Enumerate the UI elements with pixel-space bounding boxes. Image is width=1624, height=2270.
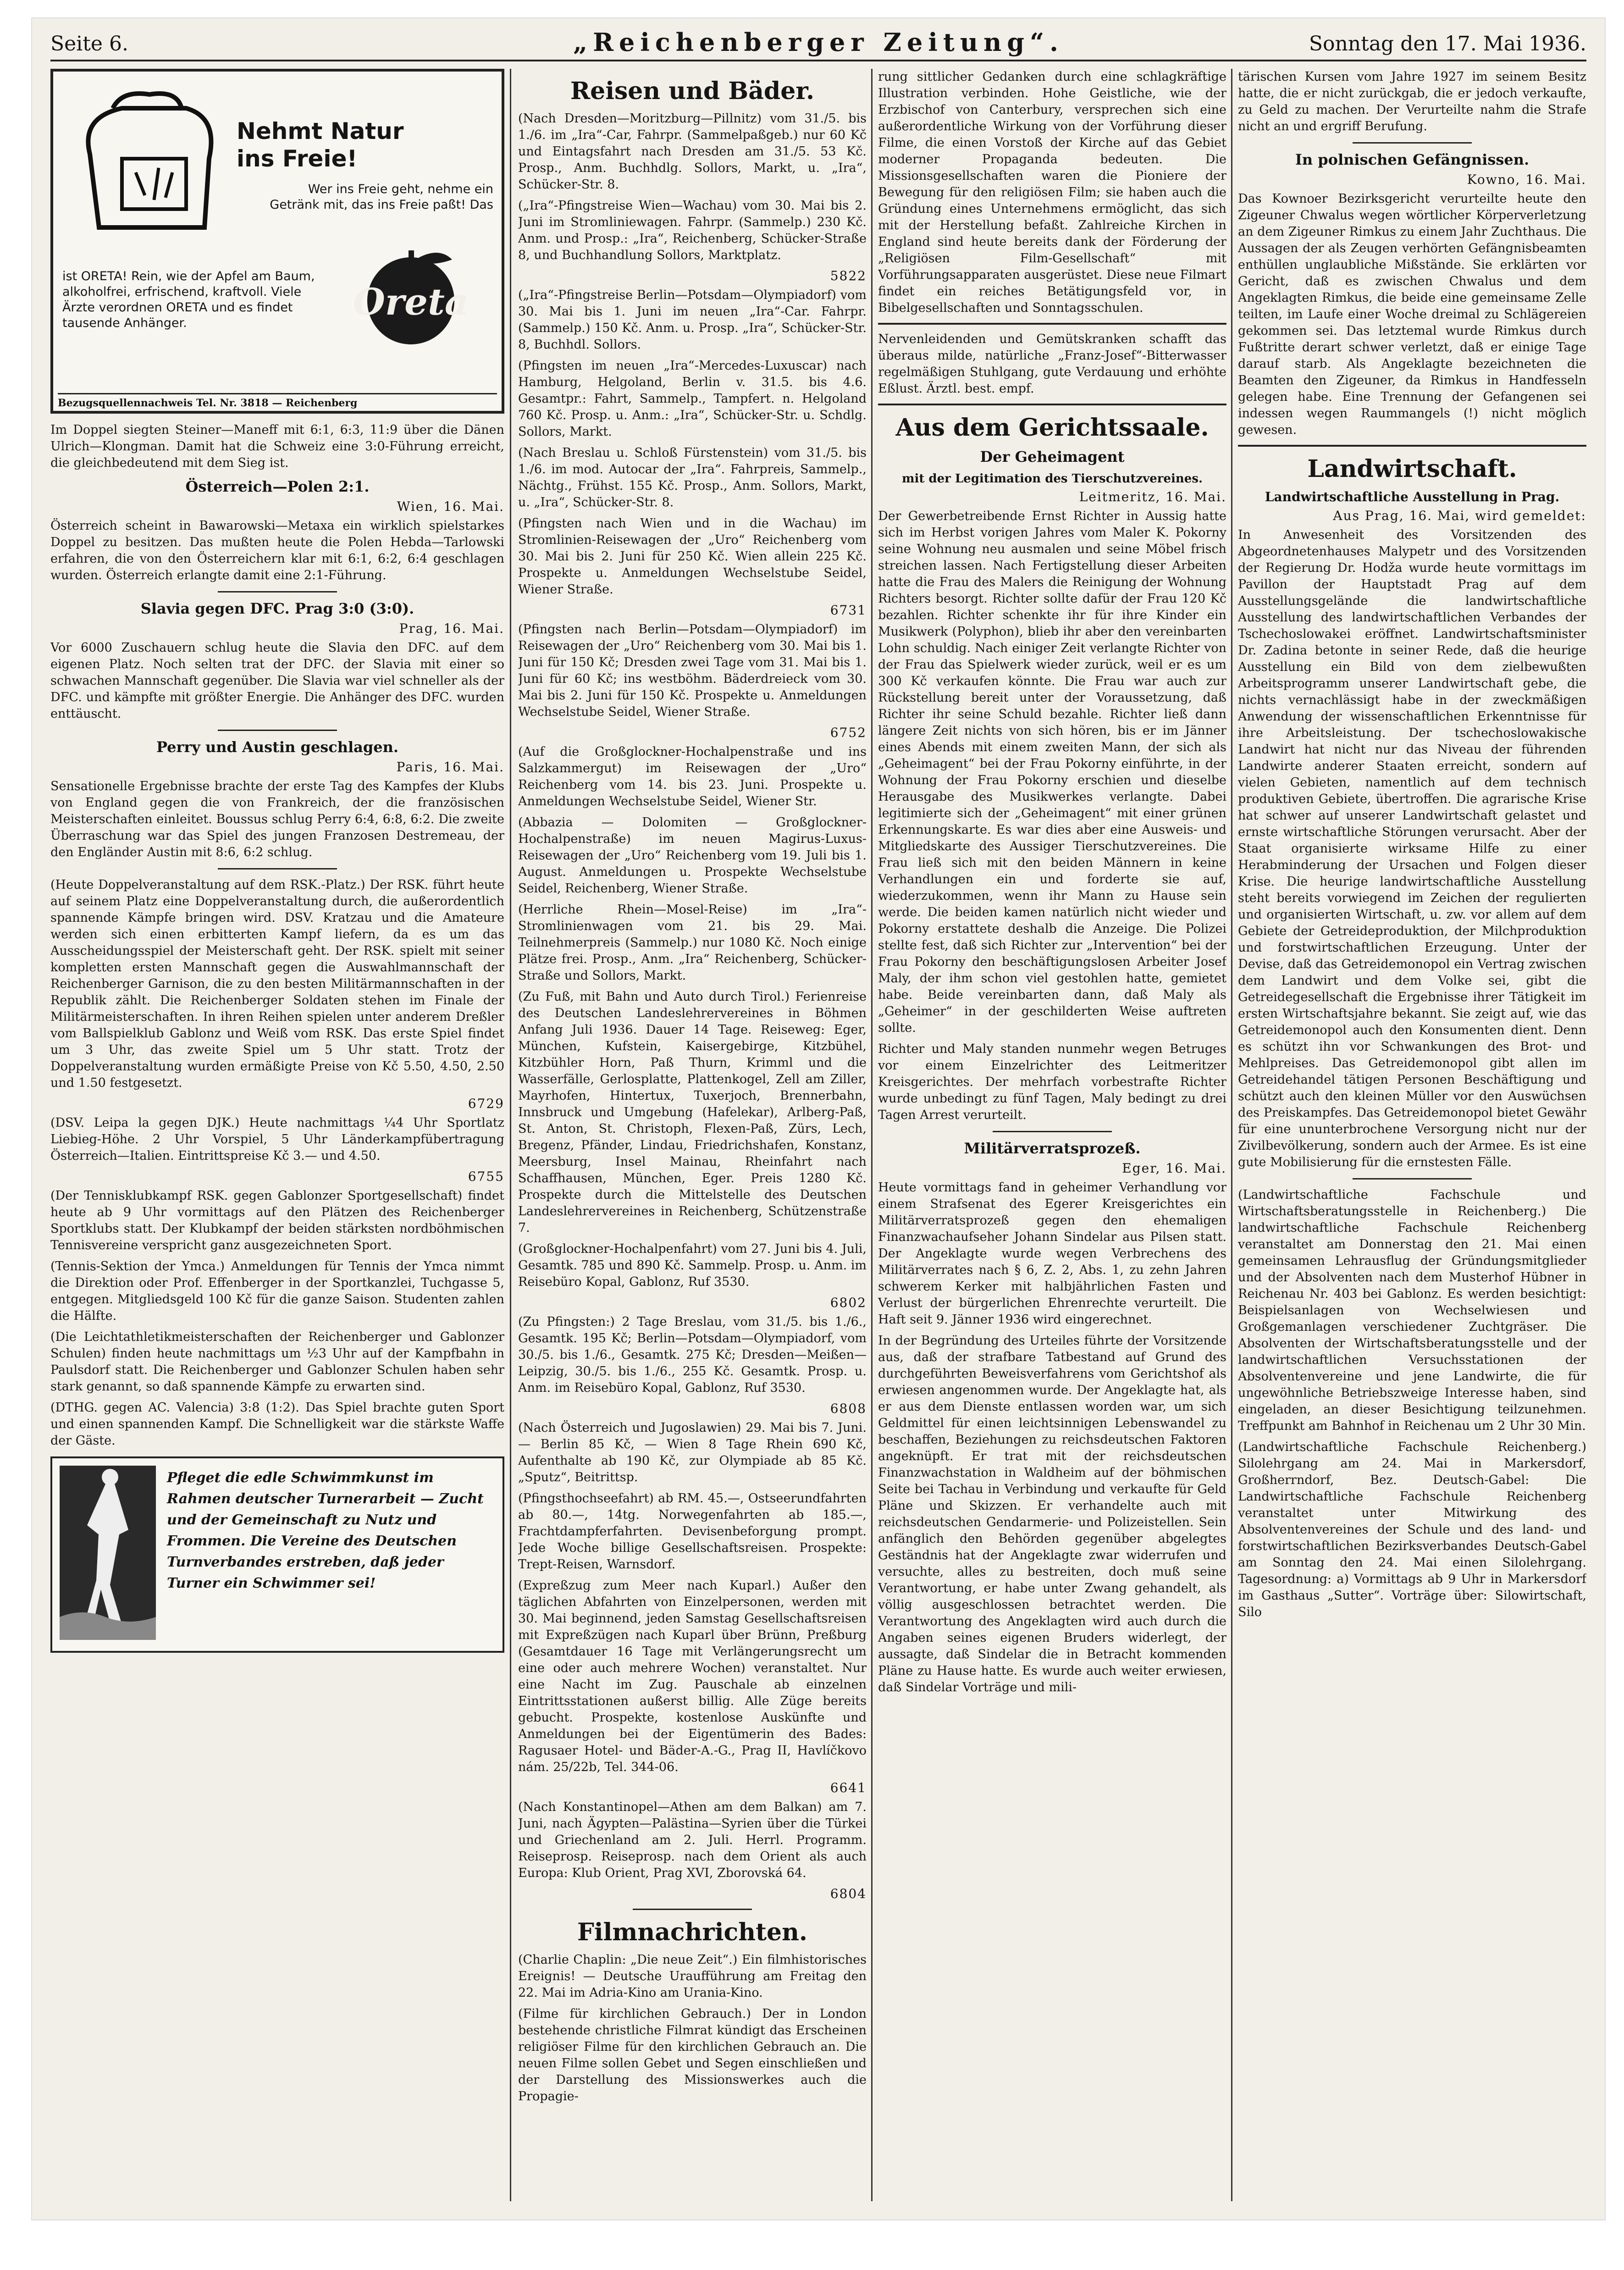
oreta-apple-logo	[328, 246, 493, 365]
swimming-ad-text: Pfleget die edle Schwimmkunst im Rahmen deutscher Turnerarbeit — Zucht und der Gemeinschaft zu Nutz und Frommen. Die Vereine des Deutschen Turnverbandes erstreben, daß jeder Turner ein Schwimmer sei!	[167, 1470, 484, 1591]
section-title-film: Filmnachrichten.	[577, 1918, 808, 1946]
column-4	[1238, 69, 1586, 2201]
dateline-paris: Paris, 16. Mai.	[396, 759, 504, 775]
headline-oesterreich-polen: Österreich—Polen 2:1.	[185, 478, 370, 495]
film-notice: (Filme für kirchlichen Gebrauch.) Der in London bestehende christliche Filmrat kündigt das Erscheinen religiöser Filme für den kirchlichen Gebrauch an. Die neuen Filme sollen Gebet und Segen einschließen und der Darstellung des Missionswerkes auch die Propagie-	[518, 2007, 867, 2104]
article-perry: Sensationelle Ergebnisse brachte der erste Tag des Kampfes der Klubs von England gegen die von Frankreich, der die französischen Meisterschaften einleitet. Boussus schlug Perry 6:4, 6:8, 6:2. Die zweite Überraschung war das Spiel des jungen Franzosen Destremeau, der den Engländer Austin mit 8:6, 6:2 schlug.	[50, 779, 504, 859]
separator	[1238, 445, 1586, 447]
separator	[993, 1131, 1112, 1132]
article-ausstellung: In Anwesenheit des Vorsitzenden des Abgeordnetenhauses Malypetr und des Vorsitzenden der Regierung Dr. Hodža wurde heute vormittags im Pavillon der Hauptstadt Prag auf dem Ausstellungsgelände die landwirtschaftliche Ausstellung des landwirtschaftlichen Verbandes der Tschechoslowakei eröffnet. Landwirtschaftsminister Dr. Zadina betonte in seiner Rede, daß die heurige Ausstellung ein Bild von dem zielbewußten Arbeitsprogramm unserer Landwirtschaft gebe, die nichts vernachlässigt habe in der zweckmäßigen Anwendung der wissenschaftlichen Erkenntnisse für ihre Arbeitsleistung. Der tschechoslowakische Landwirt hat nicht nur das Niveau der führenden Landwirte anderer Staaten erreicht, sondern auf vielen Gebieten, namentlich auf dem technisch produktiven Gebiete, übertroffen. Die agrarische Krise hat schwer auf unserer Landwirtschaft gelastet und ernste wirtschaftliche Störungen verursacht. Aber der Staat organisierte wirksame Hilfe zu einer Herabminderung der Ursachen und Folgen dieser Krise. Die heurige landwirtschaftliche Ausstellung steht bereits vorwiegend im Zeichen der regulierten und organisierten Wirtschaft, u. zw. vor allem auf dem Gebiete der Getreideproduktion, der Milchproduktion und forstwirtschaftlichen Erzeugung. Unter der Devise, daß das Getreidemonopol ein Vertrag zwischen dem Landwirt und dem Volke sei, gibt die Getreidegesellschaft die Ergebnisse ihrer Tätigkeit im ersten Wirtschaftsjahre bekannt. Sie zeigt auf, wie das Getreidemonopol auch den Konsumenten dient. Denn es schützt ihn vor Schwankungen des Brot- und Mehlpreises. Das Getreidemonopol gibt allen im Getreidehandel tätigen Personen Beschäftigung und schützt auch den kleinen Müller vor den Auswüchsen des Preiskampfes. Das Getreidemonopol bietet Gewähr für eine ununterbrochene Versorgung nicht nur der Zivilbevölkerung, sondern auch der Armee. Es ist eine gute Mobilisierung für die ernstesten Fälle.	[1238, 528, 1586, 1169]
travel-notice: (Pfingsten im neuen „Ira“-Mercedes-Luxuscar) nach Hamburg, Helgoland, Berlin v. 31.5. bis 4.6. Gesamtpr.: Fahrt, Sammelp., Tampfert. n. Helgoland 760 Kč. Prosp. u. Anm.: „Ira“, Schücker-Str. u. Schdlg. Sollors, Markt.	[518, 359, 867, 439]
separator	[218, 730, 337, 731]
swimming-advertisement	[50, 1456, 504, 1653]
militaerverrat-continuation: tärischen Kursen vom Jahre 1927 im seinem Besitz hatte, die er nicht zurückgab, die er jedoch verkaufte, zu Geld zu machen. Der Verurteilte nahm die Strafe nicht an und ergriff Berufung.	[1238, 70, 1586, 133]
oreta-logo-text: Oreta	[353, 280, 469, 323]
notice-number: 6804	[830, 1886, 867, 1901]
travel-notice: (Pfingsthochseefahrt) ab RM. 45.—, Ostseerundfahrten ab 80.—, 14tg. Norwegenfahrten ab 185.—, Frachtdampferfahrten. Devisenbeforgung prompt. Jede Woche billige Gesellschaftsreisen. Prospekte: Trept-Reisen, Warnsdorf.	[518, 1491, 867, 1572]
notice-ymca: (Tennis-Sektion der Ymca.) Anmeldungen für Tennis der Ymca nimmt die Direktion oder Prof. Effenberger in der Sportkanzlei, Tuchgasse 5, entgegen. Mitgliedsgeld 100 Kč für die ganze Saison. Studenten zahlen die Hälfte.	[50, 1259, 504, 1323]
page-number: Seite 6.	[50, 32, 128, 55]
headline-slavia: Slavia gegen DFC. Prag 3:0 (3:0).	[140, 600, 414, 617]
section-title-gericht: Aus dem Gerichtssaale.	[895, 414, 1209, 442]
film-notice: (Charlie Chaplin: „Die neue Zeit“.) Ein filmhistorisches Ereignis! — Deutsche Uraufführung am Freitag den 22. Mai im Adria-Kino am Urania-Kino.	[518, 1953, 867, 2000]
masthead	[50, 28, 1586, 61]
travel-notice: (Großglockner-Hochalpenfahrt) vom 27. Juni bis 4. Juli, Gesamtk. 785 und 890 Kč. Sammelp. Prosp. u. Anm. im Reisebüro Kopal, Gablonz, Ruf 3530.	[518, 1242, 867, 1289]
notice-number: 6752	[830, 725, 867, 740]
notice-number: 5822	[830, 268, 867, 283]
travel-notice: (Auf die Großglockner-Hochalpenstraße und ins Salzkammergut) im Reisewagen der „Uro“ Reichenberg vom 14. bis 23. Juni. Prospekte u. Anmeldungen Wechselstube Seidel, Wiener Str.	[518, 745, 867, 808]
notice-rsk: (Heute Doppelveranstaltung auf dem RSK.-Platz.) Der RSK. führt heute auf seinem Platz eine Doppelveranstaltung durch, die außerordentlich spannende Kämpfe bringen wird. DSV. Kratzau und die Amateure werden sich einen erbitterten Kampf liefern, da es um das Ausscheidungsspiel der Meisterschaft geht. Der RSK. spielt mit seiner kompletten ersten Mannschaft gegen die Auswahlmannschaft der Reichenberger Garnison, die zu den besten Militärmannschaften in der Republik zählt. Die Reichenberger Soldaten stehen im Finale der Militärmeisterschaften. In ihren Reihen spielen unter anderem Dreßler vom Ballspielklub Gablonz und Weiß vom RSK. Das erste Spiel findet um 3 Uhr, das zweite Spiel um 5 Uhr statt. Trotz der Doppelveranstaltung wurden ermäßigte Preise von Kč 5.50, 4.50, 2.50 und 1.50 festgesetzt.	[50, 878, 504, 1090]
section-title-landwirtschaft: Landwirtschaft.	[1307, 455, 1517, 483]
separator	[1353, 142, 1472, 144]
separator	[633, 1909, 752, 1910]
notice-number: 6755	[468, 1169, 504, 1184]
travel-notice: (Nach Konstantinopel—Athen am dem Balkan) am 7. Juni, nach Ägypten—Palästina—Syrien über die Türkei und Griechenland am 2. Juli. Herrl. Programm. Reiseprosp. Reiseprosp. nach dem Orient als auch Europa: Klub Orient, Prag XVI, Zborovská 64.	[518, 1800, 867, 1880]
dateline-prag: Aus Prag, 16. Mai, wird gemeldet:	[1333, 508, 1586, 523]
notice-number: 6802	[830, 1295, 867, 1310]
column-rule	[1231, 69, 1232, 2201]
newspaper-title: „Reichenberger Zeitung“.	[573, 28, 1064, 57]
travel-notice: (Herrliche Rhein—Mosel-Reise) im „Ira“-Stromlinienwagen vom 21. bis 29. Mai. Teilnehmerpreis (Sammelp.) nur 1080 Kč. Noch einige Plätze frei. Prosp., Anm. „Ira“ Reichenberg, Schücker-Straße und Sollors, Markt.	[518, 902, 867, 983]
column-2	[518, 69, 867, 2201]
article-polnische-gefaengnisse: Das Kownoer Bezirksgericht verurteilte heute den Zigeuner Chwalus wegen wörtlicher Körperverletzung an dem Zigeuner Rimkus zu einem Jahr Zuchthaus. Die Aussagen der als Zeugen verhörten Gefängnisbeamten enthüllen unglaubliche Mißstände. Sie erklärten vor Gericht, daß es zwischen Chwalus und dem Angeklagten Rimkus, die beide eine gemeinsame Zelle teilten, im Laufe einer Woche dreimal zu Schlägereien gekommen sei. Das letztemal wurde Rimkus durch Fußtritte derart schwer verletzt, daß er einige Tage darauf starb. Als Angeklagte bezeichneten die Beamten den Zigeuner, da Rimkus in Handfesseln gelegen habe. Eine Trennung der Gefangenen sei indessen wegen Raummangels (!) nicht möglich gewesen.	[1238, 192, 1586, 437]
dateline-leitmeritz: Leitmeritz, 16. Mai.	[1079, 489, 1226, 504]
travel-notice: (Abbazia — Dolomiten — Großglockner-Hochalpenstraße) im neuen Magirus-Luxus-Reisewagen der „Uro“ Reichenberg vom 19. Juli bis 1. August. Anmeldungen u. Prospekte Wechselstube Seidel, Reichenberg, Wiener Straße.	[518, 815, 867, 896]
notice-number: 6808	[830, 1401, 867, 1416]
article-geheimagent: Der Gewerbetreibende Ernst Richter in Aussig hatte sich im Herbst vorigen Jahres vom Maler K. Pokorny seine Wohnung neu ausmalen und seine Möbel frisch streichen lassen. Nach Fertigstellung dieser Arbeiten hatte die Frau des Malers die Reinigung der Wohnung Richters besorgt. Richter sollte dafür der Frau 120 Kč bezahlen. Richter schenkte ihr für ihre Kinder ein Musikwerk (Polyphon), blieb ihr aber den vereinbarten Lohn schuldig. Nach einiger Zeit verlangte Richter von der Frau das Spielwerk wieder zurück, weil er es um 300 Kč verkaufen könnte. Die Frau war auch zur Rückstellung bereit unter der Voraussetzung, daß Richter ihr seine Schuld bezahle. Richter ließ dann längere Zeit nichts von sich hören, bis er im Jänner eines Abends mit einem zweiten Mann, der sich als „Geheimagent“ bei der Frau Pokorny einführte, in der Wohnung der Frau Pokorny erschien und dieselbe Herausgabe des Musikwerkes verlangte. Dabei legitimierte sich der „Geheimagent“ mit einer grünen Erkennungskarte. Es war dies aber eine Ausweis- und Mitgliedskarte des Aussiger Tierschutzvereines. Die Frau ließ sich mit den beiden Männern in keine Verhandlungen ein und forderte sie auf, wiederzukommen, wenn ihr Mann zu Hause sein werde. Die beiden kamen natürlich nicht wieder und Pokorny erstattete deshalb die Anzeige. Die Polizei stellte fest, daß sich Richter zur „Intervention“ bei der Frau Pokorny den beschäftigungslosen Arbeiter Josef Maly, der ihm schon viel gestohlen hatte, gemietet habe. Beide vereinbarten dann, daß Maly als „Geheimer“ in der geschilderten Weise auftreten sollte.	[878, 509, 1226, 1035]
article-militaerverrat: Heute vormittags fand in geheimer Verhandlung vor einem Strafsenat des Egerer Kreisgerichtes ein Militärverratsprozeß gegen den ehemaligen Finanzwachaufseher Johann Sindelar aus Pilsen statt. Der Angeklagte wurde wegen Verbrechens des Militärverrates nach § 6, Z. 2, Abs. 1, zu zehn Jahren schwerem Kerker mit halbjährlichen Fasten und Verlust der bürgerlichen Ehrenrechte verurteilt. Die Haft seit 9. Jänner 1936 wird eingerechnet.	[878, 1180, 1226, 1327]
backpack-illustration-icon	[72, 90, 223, 241]
travel-notice: (Zu Fuß, mit Bahn und Auto durch Tirol.) Ferienreise des Deutschen Landeslehrervereines in Böhmen Anfang Juli 1936. Dauer 14 Tage. Reiseweg: Eger, München, Kufstein, Kaisergebirge, Kitzbühel, Kitzbühler Horn, Paß Thurn, Krimml und die Wasserfälle, Gerlosplatte, Plattenkogel, Zell am Ziller, Mayrhofen, Hintertux, Tuxerjoch, Brennerbahn, Innsbruck und Umgebung (Hafelekar), Arlberg-Paß, St. Anton, St. Christoph, Flexen-Paß, Zürs, Lech, Bregenz, Pfänder, Lindau, Friedrichshafen, Konstanz, Meersburg, Insel Mainau, Rheinfahrt nach Schaffhausen, München, Eger. Preis 1280 Kč. Prospekte durch die Mittelstelle des Deutschen Landeslehrervereines in Reichenberg, Schützenstraße 7.	[518, 990, 867, 1235]
article-slavia: Vor 6000 Zuschauern schlug heute die Slavia den DFC. auf dem eigenen Platz. Noch selten trat der DFC. der Slavia mit einer so schwachen Mannschaft gegenüber. Die Slavia war viel schneller als der DFC. und kämpfte mit größter Energie. Die Anhänger des DFC. wurden enttäuscht.	[50, 641, 504, 721]
travel-notice: (Nach Breslau u. Schloß Fürstenstein) vom 31./5. bis 1./6. im mod. Autocar der „Ira“. Fahrpreis, Sammelp., Nächtg., Frühst. 155 Kč. Prosp., Anm. Sollors, Markt, u. „Ira“, Schücker-Str. 8.	[518, 446, 867, 509]
issue-date: Sonntag den 17. Mai 1936.	[1309, 32, 1586, 55]
separator	[1353, 1178, 1472, 1179]
bitterwasser-notice: Nervenleidenden und Gemütskranken schafft das überaus milde, natürliche „Franz-Josef“-Bitterwasser regelmäßigen Stuhlgang, gute Verdauung und erhöhte Eßlust. Ärztl. best. empf.	[878, 332, 1226, 396]
ad-footer: Bezugsquellennachweis Tel. Nr. 3818 — Reichenberg	[58, 393, 497, 409]
notice-number: 6641	[830, 1780, 867, 1795]
ad-headline-line-1: Nehmt Natur	[237, 118, 404, 144]
separator	[218, 868, 337, 869]
notice-number: 6729	[468, 1096, 504, 1111]
notice-fachschule: (Landwirtschaftliche Fachschule und Wirtschaftsberatungsstelle in Reichenberg.) Die landwirtschaftliche Fachschule Reichenberg veranstaltet am Donnerstag den 21. Mai einen gemeinsamen Lehrausflug der Gründungsmitglieder und der Absolventen nach dem Musterhof Hübner in Reichenau Nr. 403 bei Gablonz. Es werden besichtigt: Beispielsanlagen von Wechselwiesen und Großgemanlagen verschiedener Zuchtgräser. Die Absolventen der Wirtschaftsberatungsstelle und der landwirtschaftlichen Versuchsstationen der Absolventenvereine und jene Landwirte, die für ungewöhnliche Betriebszweige Interesse haben, sind eingeladen, an dieser Besichtigung teilzunehmen. Treffpunkt am Bahnhof in Reichenau um 2 Uhr 30 Min.	[1238, 1188, 1586, 1433]
column-rule	[510, 69, 511, 2201]
ad-headline-line-2: ins Freie!	[237, 145, 358, 172]
travel-notice: (Nach Dresden—Moritzburg—Pillnitz) vom 31./5. bis 1./6. im „Ira“-Car, Fahrpr. (Sammelpaßgeb.) nur 60 Kč und Eintagsfahrt nach Dresden am 31./5. 53 Kč. Prosp., Anm. Buchhdlg. Sollors, Markt, u. „Ira“, Schücker-Str. 8.	[518, 111, 867, 192]
diver-illustration-icon	[60, 1466, 156, 1640]
ad-body: ist ORETA! Rein, wie der Apfel am Baum, alkoholfrei, erfrischend, kraftvoll. Viele Ärzte verordnen ORETA und es findet tausende Anhänger.	[62, 269, 315, 330]
headline-polnische-gefaengnisse: In polnischen Gefängnissen.	[1295, 151, 1530, 168]
subheadline-geheimagent: mit der Legitimation des Tierschutzvereines.	[901, 472, 1203, 486]
article-oesterreich: Österreich scheint in Bawarowski—Metaxa ein wirklich spielstarkes Doppel zu besitzen. Das mußten heute die Polen Hebda—Tarlowski erfahren, die von den Österreichern klar mit 6:1, 6:2, 6:4 geschlagen wurden. Österreich erlangte damit eine 2:1-Führung.	[50, 519, 504, 582]
travel-notice: („Ira“-Pfingstreise Wien—Wachau) vom 30. Mai bis 2. Juni im Stromliniewagen. Fahrpr. (Sammelp.) 230 Kč. Anm. und Prosp.: „Ira“, Reichenberg, Schücker-Straße 8, und Buchhandlung Sollors, Marktplatz.	[518, 199, 867, 262]
travel-notice: (Nach Österreich und Jugoslawien) 29. Mai bis 7. Juni. — Berlin 85 Kč, — Wien 8 Tage Rhein 690 Kč, Aufenthalte ab 190 Kč, zur Olympiade ab 85 Kč. „Sputz“, Beitrittsp.	[518, 1421, 867, 1484]
notice-leichtathletik: (Die Leichtathletikmeisterschaften der Reichenberger und Gablonzer Schulen) finden heute nachmittags um ½3 Uhr auf der Kampfbahn in Paulsdorf statt. Die Reichenberger und Gablonzer Schulen haben sehr stark genannt, so daß spannende Kämpfe zu erwarten sind.	[50, 1330, 504, 1394]
notice-silolehrgang: (Landwirtschaftliche Fachschule Reichenberg.) Silolehrgang am 24. Mai in Markersdorf, Großherrndorf, Bez. Deutsch-Gabel: Die Landwirtschaftliche Fachschule Reichenberg veranstaltet unter Mitwirkung des Absolventenvereines der Schule und des land- und forstwirtschaftlichen Bezirksverbandes Deutsch-Gabel am Sonntag den 24. Mai einen Silolehrgang. Tagesordnung: a) Vormittags ab 9 Uhr in Markersdorf im Gasthaus „Sutter“. Vorträge über: Silowirtschaft, Silo	[1238, 1440, 1586, 1619]
separator	[218, 591, 337, 592]
travel-notice: (Zu Pfingsten:) 2 Tage Breslau, vom 31./5. bis 1./6., Gesamtk. 195 Kč; Berlin—Potsdam—Olympiadorf, vom 30./5. bis 1./6., Gesamtk. 275 Kč; Dresden—Meißen—Leipzig, 30./5. bis 1./6., 255 Kč. Gesamtk. Prosp. u. Anm. im Reisebüro Kopal, Gablonz, Ruf 3530.	[518, 1315, 867, 1395]
notice-dsv: (DSV. Leipa la gegen DJK.) Heute nachmittags ¼4 Uhr Sportlatz Liebieg-Höhe. 2 Uhr Vorspiel, 5 Uhr Länderkampfübertragung Österreich—Italien. Eintrittspreise Kč 3.— und 4.50.	[50, 1116, 504, 1163]
dateline-prag: Prag, 16. Mai.	[399, 621, 504, 636]
travel-notice: (Pfingsten nach Wien und in die Wachau) im Stromlinien-Reisewagen der „Uro“ Reichenberg vom 30. Mai bis 2. Juni für 250 Kč. Wien allein 225 Kč. Prospekte u. Anmeldungen Wechselstube Seidel, Wiener Straße.	[518, 516, 867, 597]
column-3	[878, 69, 1226, 2201]
separator	[878, 323, 1226, 325]
tennis-lead-paragraph: Im Doppel siegten Steiner—Maneff mit 6:1, 6:3, 11:9 über die Dänen Ulrich—Klongman. Damit hat die Schweiz eine 3:0-Führung erreicht, die gleichbedeutend mit dem Sieg ist.	[50, 423, 504, 470]
column-rule	[871, 69, 873, 2201]
dateline-kowno: Kowno, 16. Mai.	[1467, 172, 1586, 187]
newspaper-page	[32, 18, 1605, 2220]
column-1	[50, 69, 504, 2201]
dateline-wien: Wien, 16. Mai.	[397, 499, 504, 514]
dateline-eger: Eger, 16. Mai.	[1122, 1161, 1226, 1176]
travel-notice: (Pfingsten nach Berlin—Potsdam—Olympiadorf) im Reisewagen der „Uro“ Reichenberg vom 30. Mai bis 1. Juni für 150 Kč; Dresden zwei Tage vom 31. Mai bis 1. Juni für 60 Kč; ins westböhm. Bäderdreieck vom 30. Mai bis 2. Juni für 150 Kč. Prospekte u. Anmeldungen Wechselstube Seidel, Wiener Straße.	[518, 622, 867, 719]
notice-number: 6731	[830, 603, 867, 618]
headline-perry-austin: Perry und Austin geschlagen.	[156, 738, 399, 756]
film-continuation: rung sittlicher Gedanken durch eine schlagkräftige Illustration verbinden. Hohe Geistliche, wie der Erzbischof von Canterbury, versprechen sich eine außerordentliche Wirkung von der Vorführung dieser Filme, die einen Vorstoß der Kirche auf das Gebiet moderner Propaganda bedeuten. Die Missionsgesellschaften waren die Pioniere der Bewegung für den religiösen Film; sie haben auch die Gründung eines Unternehmens ermöglicht, das sich mit der Herstellung befaßt. Zahlreiche Kirchen in England sind heute bereits dank der Förderung der „Religiösen Film-Gesellschaft“ mit Vorführungsapparaten ausgerüstet. Diese neue Filmart findet ein reiches Betätigungsfeld vor, in Bibelgesellschaften und Sonntagsschulen.	[878, 70, 1226, 315]
oreta-advertisement	[50, 69, 504, 414]
notice-dthg: (DTHG. gegen AC. Valencia) 3:8 (1:2). Das Spiel brachte guten Sport und einen spannenden Kampf. Die Schnelligkeit war die stärkste Waffe der Gäste.	[50, 1401, 504, 1448]
separator	[878, 404, 1226, 405]
ad-headline	[237, 117, 404, 172]
headline-ausstellung: Landwirtschaftliche Ausstellung in Prag.	[1265, 489, 1560, 504]
notice-tennis-gablonz: (Der Tennisklubkampf RSK. gegen Gablonzer Sportgesellschaft) findet heute ab 9 Uhr vormittags auf den Plätzen des Reichenberger Sportklubs statt. Der Klubkampf der beiden stärksten nordböhmischen Tennisvereine verspricht ganz ausgezeichneten Sport.	[50, 1189, 504, 1252]
ad-subtext: Wer ins Freie geht, nehme ein Getränk mit, das ins Freie paßt! Das	[270, 182, 493, 212]
article-geheimagent-verdict: Richter und Maly standen nunmehr wegen Betruges vor einem Einzelrichter des Leitmeritzer Kreisgerichtes. Der mehrfach vorbestrafte Richter wurde unbedingt zu fünf Tagen, Maly bedingt zu drei Tagen Arrest verurteilt.	[878, 1042, 1226, 1122]
travel-notice: (Expreßzug zum Meer nach Kuparl.) Außer den täglichen Abfahrten von Einzelpersonen, werden mit 30. Mai beginnend, jeden Samstag Gesellschaftsreisen mit Expreßzügen nach Kuparl über Brünn, Preßburg (Gesamtdauer 16 Tage mit Verlängerungsrecht um eine oder auch mehrere Wochen) veranstaltet. Nur eine Nacht im Zug. Pauschale ab einzelnen Eintrittsstationen außerst billig. Alle Züge bereits gebucht. Prospekte, kostenlose Auskünfte und Anmeldungen bei der Eigentümerin des Bades: Ragusaer Hotel- und Bäder-A.-G., Prag II, Havlíčkovo nám. 25/22b, Tel. 344-06.	[518, 1578, 867, 1774]
travel-notice: („Ira“-Pfingstreise Berlin—Potsdam—Olympiadorf) vom 30. Mai bis 1. Juni im neuen „Ira“-Car. Fahrpr. (Sammelp.) 150 Kč. Anm. u. Prosp. „Ira“, Schücker-Str. 8, Buchhdl. Sollors.	[518, 288, 867, 352]
headline-geheimagent: Der Geheimagent	[980, 448, 1125, 465]
section-title-reisen: Reisen und Bäder.	[570, 77, 815, 105]
article-militaerverrat-reasons: In der Begründung des Urteiles führte der Vorsitzende aus, daß der strafbare Tatbestand auf Grund des durchgeführten Beweisverfahrens vom Gerichtshof als erwiesen angenommen wurde. Der Angeklagte hat, als er aus dem Dienste entlassen worden war, um sich Geldmittel für einen leichtsinnigen Lebenswandel zu beschaffen, Beziehungen zu reichsdeutschen Faktoren angeknüpft. Er trat mit der reichsdeutschen Finanzwachstation in Waldheim auf der böhmischen Seite bei Tachau in Verbindung und verkaufte für Geld Pläne und Skizzen. Er verhandelte auch mit reichsdeutschen Gendarmerie- und Polizeistellen. Sein anfänglich den Behörden gegenüber abgelegtes Geständnis hat der Angeklagte zwar widerrufen und versuchte, alles zu bestreiten, doch muß seine Verantwortung, er habe unter Zwang gehandelt, als völlig ausgeschlossen betrachtet werden. Die Verantwortung des Angeklagten wird auch durch die Angaben seines eigenen Bruders widerlegt, der aussagte, daß Sindelar die in Betracht kommenden Pläne zu Hause hatte. Es wurde auch weiter erwiesen, daß Sindelar Vorträge und mili-	[878, 1334, 1226, 1694]
headline-militaerverrat: Militärverratsprozeß.	[964, 1140, 1141, 1157]
